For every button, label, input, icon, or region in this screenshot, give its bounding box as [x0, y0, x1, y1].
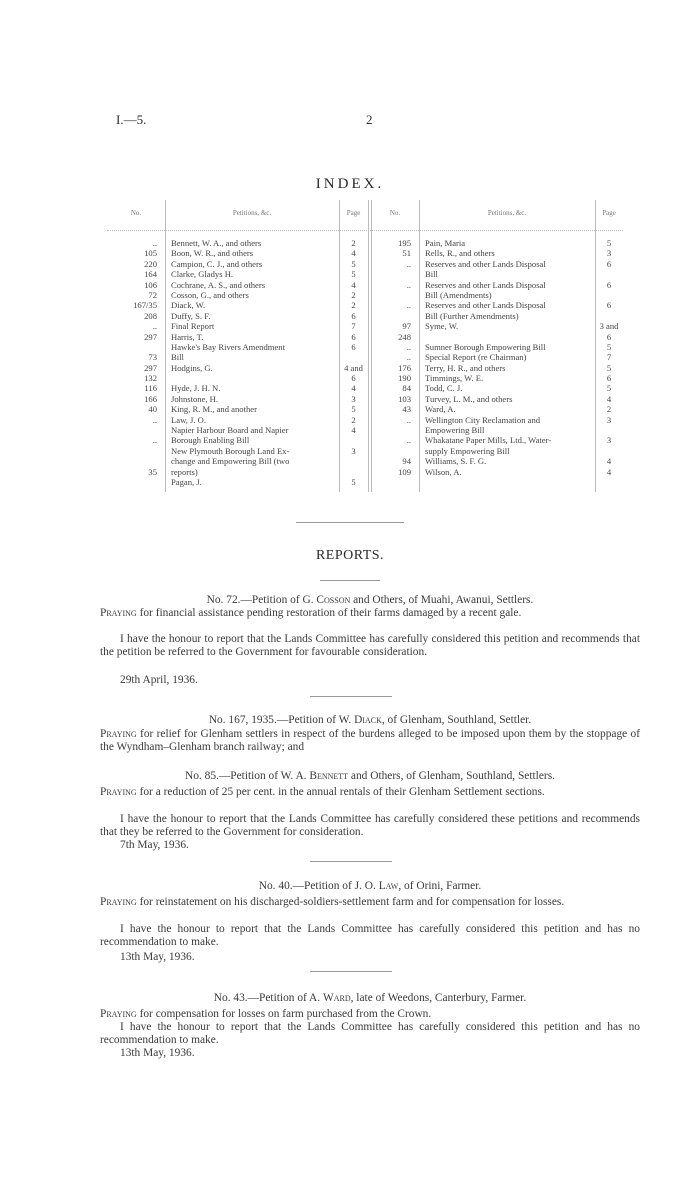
index-cell: Reserves and other Lands Disposal: [425, 279, 546, 290]
index-cell: 5: [351, 269, 356, 280]
index-cell: 5: [606, 341, 612, 352]
index-cell: [371, 425, 411, 435]
index-cell: Clarke, Gladys H.: [171, 269, 234, 280]
report-body: I have the honour to report that the Lands Committee has carefully considered this petition and has no recommendation to make.: [100, 923, 640, 948]
index-cell: 2: [351, 289, 356, 300]
index-cell: [339, 435, 368, 445]
index-cell: ..: [406, 352, 411, 363]
index-cell: Bill (Further Amendments): [425, 310, 519, 321]
left-no-column: [107, 238, 157, 477]
index-cell: Bill (Amendments): [425, 289, 492, 300]
section-separator: [310, 696, 392, 697]
index-cell: Terry, H. R., and others: [425, 362, 506, 373]
report-heading: No. 43.—Petition of A. Ward, late of Weedons, Canterbury, Farmer.: [213, 992, 527, 1004]
index-cell: New Plymouth Borough Land Ex-: [171, 445, 290, 456]
index-cell: ..: [406, 258, 411, 269]
report-prayer: Praying for financial assistance pending restoration of their farms damaged by a recent gale.: [100, 607, 522, 619]
index-cell: Williams, S. F. G.: [425, 456, 487, 467]
index-cell: [595, 269, 623, 279]
report-prayer: Praying for compensation for losses on farm purchased from the Crown.: [100, 1008, 432, 1020]
index-cell: [339, 467, 368, 477]
index-cell: 3: [606, 414, 612, 425]
col-header-page: Page: [602, 209, 616, 217]
index-cell: 6: [351, 331, 356, 342]
index-cell: 51: [402, 248, 411, 259]
index-cell: 6: [351, 310, 356, 321]
index-cell: King, R. M., and another: [171, 404, 257, 415]
index-cell: change and Empowering Bill (two: [171, 456, 290, 467]
index-cell: 3: [606, 435, 612, 446]
index-cell: 5: [606, 238, 612, 248]
index-cell: ..: [406, 300, 411, 311]
index-cell: Whakatane Paper Mills, Ltd., Water-: [425, 435, 552, 446]
index-cell: 297: [144, 362, 157, 373]
index-cell: [595, 290, 623, 300]
index-cell: 6: [606, 279, 612, 290]
index-cell: [595, 446, 623, 456]
index-cell: Harris, T.: [171, 331, 204, 342]
index-cell: supply Empowering Bill: [425, 445, 510, 456]
document-reference: I.—5.: [116, 112, 147, 127]
index-cell: 72: [148, 289, 157, 300]
index-cell: Bill: [171, 352, 184, 363]
index-cell: Cochrane, A. S., and others: [171, 279, 266, 290]
index-cell: [107, 425, 157, 435]
index-cell: 167/35: [133, 300, 157, 311]
left-page-column: [339, 238, 368, 487]
index-cell: [371, 269, 411, 279]
index-cell: ..: [406, 341, 411, 352]
index-cell: 4: [606, 393, 612, 404]
index-cell: Wellington City Reclamation and: [425, 414, 541, 425]
index-cell: Special Report (re Chairman): [425, 352, 527, 363]
index-cell: 4: [606, 466, 612, 477]
section-separator: [296, 522, 404, 523]
index-cell: 190: [398, 373, 411, 384]
section-separator: [310, 861, 392, 862]
report-heading: No. 167, 1935.—Petition of W. Diack, of Glenham, Southland, Settler.: [208, 714, 532, 726]
index-cell: [371, 311, 411, 321]
index-cell: 248: [398, 331, 411, 342]
index-cell: Borough Enabling Bill: [171, 435, 250, 446]
index-cell: 6: [606, 300, 612, 311]
report-date: 7th May, 1936.: [120, 839, 189, 851]
index-cell: 43: [402, 404, 411, 415]
report-prayer: Praying for relief for Glenham settlers in respect of the burdens alleged to be imposed upon them by the stoppage of the Wyndham–Glenham branch railway; and: [100, 728, 640, 753]
right-no-column: [371, 238, 411, 477]
report-heading: No. 72.—Petition of G. Cosson and Others, of Muahi, Awanui, Settlers.: [206, 594, 534, 606]
right-page-column: [595, 238, 623, 477]
index-cell: 103: [398, 393, 411, 404]
report-body: I have the honour to report that the Lands Committee has carefully considered these petitions and recommends that they be referred to the Government for consideration.: [100, 813, 640, 838]
index-cell: Timmings, W. E.: [425, 373, 484, 384]
index-cell: Boon, W. R., and others: [171, 248, 254, 259]
index-cell: [371, 290, 411, 300]
index-cell: 208: [144, 310, 157, 321]
index-cell: 7: [351, 321, 356, 332]
index-cell: Bennett, W. A., and others: [171, 238, 262, 248]
index-cell: [107, 342, 157, 352]
report-heading: No. 85.—Petition of W. A. Bennett and Others, of Glenham, Southland, Settlers.: [185, 770, 555, 782]
index-cell: [339, 352, 368, 362]
index-cell: Pagan, J.: [171, 476, 202, 487]
index-cell: 2: [351, 414, 356, 425]
index-cell: 97: [402, 321, 411, 332]
col-header-petitions: Petitions, &c.: [487, 209, 527, 217]
index-cell: 73: [148, 352, 157, 363]
index-cell: 4: [351, 425, 356, 436]
index-cell: 6: [351, 341, 356, 352]
index-cell: [425, 332, 591, 342]
index-cell: 220: [144, 258, 157, 269]
index-cell: 195: [398, 238, 411, 248]
index-cell: 4 and: [344, 362, 363, 373]
col-header-petitions: Petitions, &c.: [232, 209, 272, 217]
index-cell: Ward, A.: [425, 404, 456, 415]
index-cell: [171, 373, 335, 383]
index-cell: 105: [144, 248, 157, 259]
index-cell: 4: [351, 279, 356, 290]
index-cell: 3 and: [599, 321, 619, 332]
index-cell: ..: [406, 279, 411, 290]
index-cell: 35: [148, 466, 157, 477]
column-divider: [419, 200, 420, 492]
index-cell: Hyde, J. H. N.: [171, 383, 221, 394]
index-cell: 5: [351, 404, 356, 415]
index-cell: 109: [398, 466, 411, 477]
index-cell: 4: [606, 456, 612, 467]
report-date: 13th May, 1936.: [120, 1047, 195, 1059]
index-cell: 5: [351, 476, 356, 487]
index-cell: Campion, C. J., and others: [171, 258, 263, 269]
left-petitions-column: [171, 238, 335, 487]
col-header-no: No.: [130, 209, 142, 217]
report-date: 29th April, 1936.: [120, 674, 198, 686]
index-cell: Reserves and other Lands Disposal: [425, 258, 546, 269]
index-cell: 2: [351, 238, 356, 248]
index-cell: [107, 446, 157, 456]
index-cell: 4: [351, 248, 356, 259]
index-cell: 6: [606, 331, 612, 342]
index-cell: Johnstone, H.: [171, 393, 219, 404]
report-prayer: Praying for a reduction of 25 per cent. in the annual rentals of their Glenham Settlement sections.: [100, 786, 545, 798]
index-cell: ..: [406, 435, 411, 446]
index-cell: [595, 425, 623, 435]
report-body: I have the honour to report that the Lands Committee has carefully considered this petition and recommends that the petition be referred to the Government for favourable consideration.: [100, 633, 640, 658]
index-cell: [595, 311, 623, 321]
index-cell: 106: [144, 279, 157, 290]
index-cell: 7: [606, 352, 612, 363]
index-cell: [107, 456, 157, 466]
index-cell: ..: [406, 414, 411, 425]
index-cell: ..: [152, 238, 157, 248]
index-cell: 5: [606, 362, 612, 373]
index-cell: [371, 446, 411, 456]
index-cell: reports): [171, 466, 198, 477]
index-cell: Napier Harbour Board and Napier: [171, 425, 289, 436]
index-cell: 6: [606, 373, 612, 384]
page-number: 2: [366, 112, 373, 127]
index-cell: Sumner Borough Empowering Bill: [425, 341, 546, 352]
index-cell: 164: [144, 269, 157, 280]
index-cell: Hodgins, G.: [171, 362, 213, 373]
index-cell: Reserves and other Lands Disposal: [425, 300, 546, 311]
index-cell: Wilson, A.: [425, 466, 462, 477]
index-cell: 2: [606, 404, 612, 415]
index-cell: Bill: [425, 269, 438, 280]
index-cell: 166: [144, 393, 157, 404]
index-cell: 94: [402, 456, 411, 467]
index-cell: Hawke's Bay Rivers Amendment: [171, 341, 285, 352]
index-cell: [339, 456, 368, 466]
index-cell: 116: [144, 383, 157, 394]
index-cell: 132: [144, 373, 157, 384]
index-cell: Turvey, L. M., and others: [425, 393, 513, 404]
index-cell: 6: [351, 373, 356, 384]
section-separator: [320, 580, 380, 581]
section-separator: [310, 971, 392, 972]
column-divider: [165, 200, 166, 492]
index-cell: ..: [152, 321, 157, 332]
index-cell: 4: [351, 383, 356, 394]
index-cell: Law, J. O.: [171, 414, 207, 425]
index-cell: ..: [152, 414, 157, 425]
index-table: [107, 200, 623, 492]
index-cell: 6: [606, 258, 612, 269]
index-cell: Todd, C. J.: [425, 383, 463, 394]
index-cell: 2: [351, 300, 356, 311]
index-cell: Duffy, S. F.: [171, 310, 211, 321]
index-cell: 3: [606, 248, 612, 259]
report-heading: No. 40.—Petition of J. O. Law, of Orini, Farmer.: [258, 880, 482, 892]
index-cell: Diack, W.: [171, 300, 206, 311]
index-cell: 3: [351, 445, 356, 456]
index-cell: 176: [398, 362, 411, 373]
reports-title: REPORTS.: [315, 548, 385, 563]
index-cell: 5: [606, 383, 612, 394]
index-cell: ..: [152, 435, 157, 446]
column-divider: [368, 200, 369, 492]
index-cell: Cosson, G., and others: [171, 289, 249, 300]
col-header-no: No.: [389, 209, 401, 217]
index-cell: Rells, R., and others: [425, 248, 495, 259]
report-prayer: Praying for reinstatement on his discharged-soldiers-settlement farm and for compensation for losses.: [100, 896, 565, 908]
index-title: INDEX.: [315, 176, 385, 192]
index-cell: Pain, Maria: [425, 238, 466, 248]
index-cell: 3: [351, 393, 356, 404]
index-cell: 5: [351, 258, 356, 269]
page-header: [116, 112, 616, 128]
header-rule: [107, 230, 623, 231]
report-date: 13th May, 1936.: [120, 951, 195, 963]
index-cell: Final Report: [171, 321, 215, 332]
index-cell: 84: [402, 383, 411, 394]
index-cell: Empowering Bill: [425, 425, 485, 436]
index-cell: 40: [148, 404, 157, 415]
right-petitions-column: [425, 238, 591, 477]
report-body: I have the honour to report that the Lands Committee has carefully considered this petition and has no recommendation to make.: [100, 1021, 640, 1046]
col-header-page: Page: [346, 209, 361, 217]
index-cell: 297: [144, 331, 157, 342]
index-cell: Syme, W.: [425, 321, 459, 332]
